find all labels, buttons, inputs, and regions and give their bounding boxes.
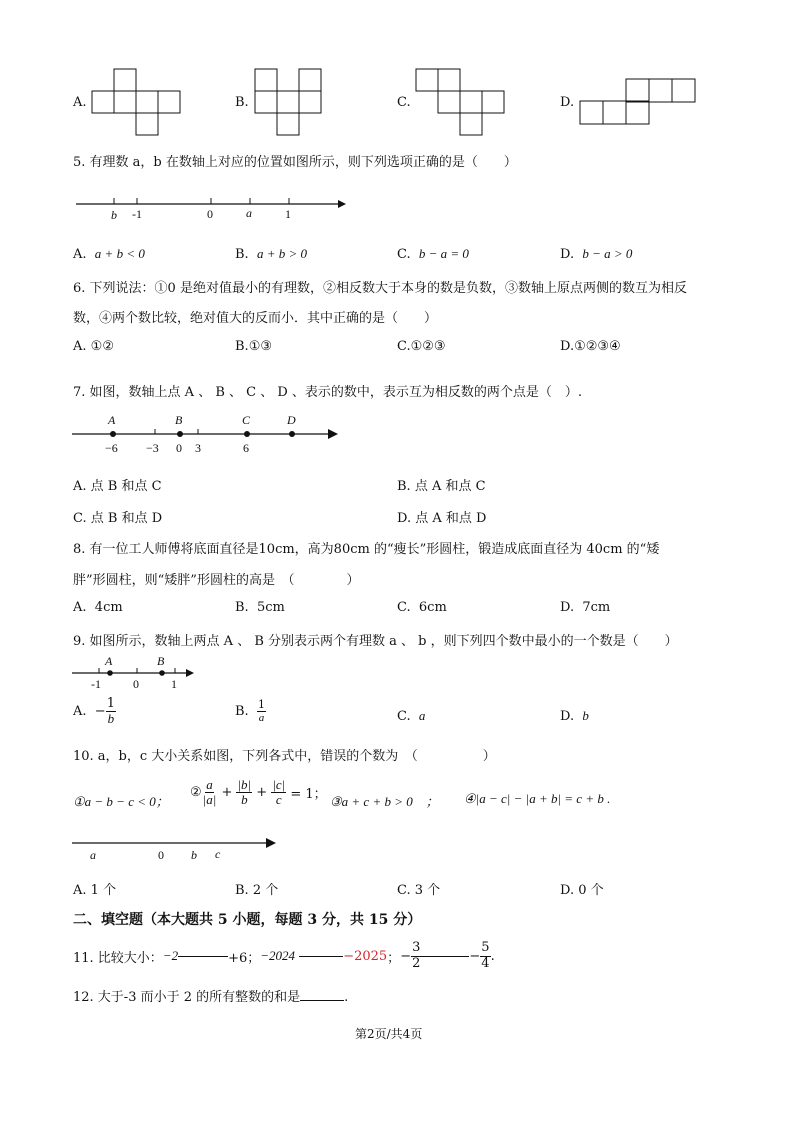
q5-option-b[interactable]: B. a + b > 0 xyxy=(235,246,307,262)
q9-text: 9. 如图所示，数轴上两点 A 、 B 分别表示两个有理数 a 、 b ，则下列四个数中最小的一个数是（ ） xyxy=(73,634,678,649)
q4-option-a-label: A. xyxy=(73,95,87,110)
q12-blank[interactable] xyxy=(300,1000,344,1001)
q6-option-a[interactable]: A. ①② xyxy=(73,339,114,354)
q10-option-b[interactable]: B. 2 个 xyxy=(235,883,279,898)
q7-point-b: B xyxy=(175,413,183,427)
q10-axis-a: a xyxy=(90,848,96,862)
q5-axis-one: 1 xyxy=(285,207,291,221)
q9-option-a[interactable]: A. − $\frac{1}{b}$ xyxy=(73,696,115,727)
q5-number-line xyxy=(76,192,346,222)
section-2-title: 二、填空题（本大题共 5 小题，每题 3 分，共 15 分） xyxy=(73,912,422,928)
q11: 11. 比较大小： −2 +6； −2024 −2025 ； − $\frac{3}{2}$ − $\frac{5}{4}$ . xyxy=(73,940,495,971)
q10-item2-frac-b: $\frac{|b|}{b}$ xyxy=(237,777,252,808)
q5-text: 5. 有理数 a，b 在数轴上对应的位置如图所示，则下列选项正确的是（ ） xyxy=(73,155,517,170)
q5-axis-b: b xyxy=(111,208,117,222)
q8-option-b[interactable]: B. 5cm xyxy=(235,600,285,615)
q10-number-line xyxy=(72,832,282,862)
q4-net-b xyxy=(255,69,325,135)
q5-option-a[interactable]: A. a + b < 0 xyxy=(73,246,145,262)
q9-option-b-fraction: $\frac{1}{a}$ xyxy=(257,698,265,725)
q7-option-c[interactable]: C. 点 B 和点 D xyxy=(73,511,163,526)
q10-text: 10. a，b，c 大小关系如图，下列各式中，错误的个数为 （ ） xyxy=(73,749,496,764)
q7-point-d: D xyxy=(287,413,296,427)
q11-blank-1[interactable] xyxy=(178,956,228,957)
q6-option-c[interactable]: C.①②③ xyxy=(397,339,446,354)
q10-axis-b: b xyxy=(191,848,197,862)
q7-tick-three: 3 xyxy=(195,441,201,455)
q10-option-c[interactable]: C. 3 个 xyxy=(397,883,441,898)
q10-item2: ② $\frac{a}{|a|}$ + $\frac{|b|}{b}$ + $\frac{|c|}{c}$ = 1； xyxy=(190,777,327,808)
q9-point-b: B xyxy=(157,654,165,668)
q11-fraction-2: $\frac{5}{4}$ xyxy=(481,940,490,971)
q8-line2: 胖”形圆柱，则“矮胖”形圆柱的高是 （ ） xyxy=(73,573,360,588)
q7-point-c: C xyxy=(242,413,251,427)
q7-option-d[interactable]: D. 点 A 和点 D xyxy=(397,511,487,526)
q7-tick-minus3: −3 xyxy=(146,441,159,455)
q9-tick-minus1: -1 xyxy=(91,677,101,691)
q8-option-a[interactable]: A. 4cm xyxy=(73,600,123,615)
q6-option-d[interactable]: D.①②③④ xyxy=(560,339,621,354)
q11-fraction-1: $\frac{3}{2}$ xyxy=(412,940,421,971)
q5-axis-a: a xyxy=(246,206,252,220)
q10-item1: ①a − b − c < 0； xyxy=(73,794,169,809)
q5-option-d[interactable]: D. b − a > 0 xyxy=(560,246,633,262)
q9-option-d[interactable]: D. b xyxy=(560,708,589,724)
q8-option-d[interactable]: D. 7cm xyxy=(560,600,611,615)
q8-line1: 8. 有一位工人师傅将底面直径是10cm，高为80cm 的“瘦长”形圆柱，锻造成底面直径为 40cm 的“矮 xyxy=(73,542,660,557)
q4-option-b-label: B. xyxy=(235,95,249,110)
q10-item2-frac-c: $\frac{|c|}{c}$ xyxy=(272,777,286,808)
q10-item2-frac-a: $\frac{a}{|a|}$ xyxy=(202,777,217,808)
q7-number-line xyxy=(72,410,342,460)
q11-blank-3[interactable] xyxy=(421,956,469,957)
q7-option-a[interactable]: A. 点 B 和点 C xyxy=(73,479,162,494)
q10-item4: ④|a − c| − |a + b| = c + b . xyxy=(464,791,611,806)
q4-net-c xyxy=(416,69,508,135)
q10-option-a[interactable]: A. 1 个 xyxy=(73,883,117,898)
q7-text: 7. 如图，数轴上点 A 、 B 、 C 、 D 、表示的数中，表示互为相反数的两个点是（ ）. xyxy=(73,385,583,400)
q7-option-b[interactable]: B. 点 A 和点 C xyxy=(397,479,486,494)
q12: 12. 大于-3 而小于 2 的所有整数的和是 . xyxy=(73,990,349,1005)
q5-axis-minus1: -1 xyxy=(132,207,142,221)
q9-number-line xyxy=(72,654,202,690)
q6-option-b[interactable]: B.①③ xyxy=(235,339,272,354)
q9-point-a: A xyxy=(105,654,113,668)
q7-tick-zero: 0 xyxy=(176,441,182,455)
q9-option-b[interactable]: B. $\frac{1}{a}$ xyxy=(235,698,265,725)
q4-option-d-label: D. xyxy=(560,95,575,110)
q7-point-a: A xyxy=(108,413,116,427)
q9-option-a-fraction: $\frac{1}{b}$ xyxy=(106,696,115,727)
q4-net-d xyxy=(580,79,696,127)
q11-blank-2[interactable] xyxy=(299,956,343,957)
page-footer: 第2页/共4页 xyxy=(355,1027,423,1041)
q7-tick-six: 6 xyxy=(243,441,249,455)
q5-option-c[interactable]: C. b − a = 0 xyxy=(397,246,469,262)
q6-line1: 6. 下列说法：①0 是绝对值最小的有理数，②相反数大于本身的数是负数，③数轴上原点两侧的数互为相反 xyxy=(73,281,687,296)
q10-option-d[interactable]: D. 0 个 xyxy=(560,883,604,898)
q10-item3: ③a + c + b > 0 ； xyxy=(330,794,439,809)
q4-net-a xyxy=(92,69,184,135)
q8-option-c[interactable]: C. 6cm xyxy=(397,600,447,615)
q9-tick-one: 1 xyxy=(171,677,177,691)
q7-tick-minus6: −6 xyxy=(105,441,118,455)
q10-axis-c: c xyxy=(215,847,221,861)
q6-line2: 数，④两个数比较，绝对值大的反而小．其中正确的是（ ） xyxy=(73,311,438,326)
q10-axis-zero: 0 xyxy=(158,848,164,862)
q9-tick-zero: 0 xyxy=(133,677,139,691)
q9-option-c[interactable]: C. a xyxy=(397,708,426,724)
q4-option-c-label: C. xyxy=(397,95,411,110)
q5-axis-zero: 0 xyxy=(207,207,213,221)
